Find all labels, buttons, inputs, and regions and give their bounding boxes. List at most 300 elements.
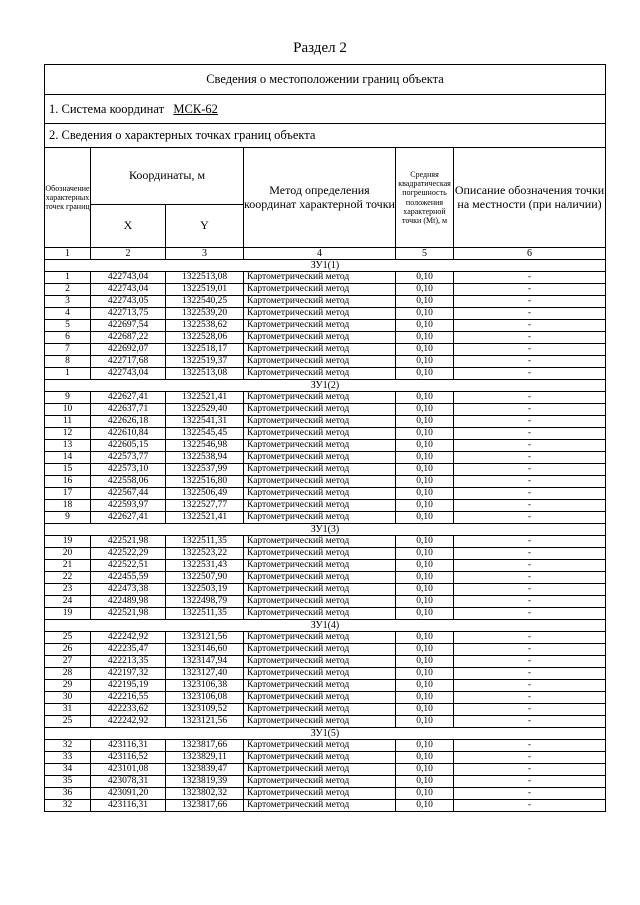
description-cell: - (454, 464, 606, 476)
coord-x-cell: 422593,97 (91, 500, 166, 512)
coord-y-cell: 1322527,77 (166, 500, 244, 512)
coord-x-cell: 422213,35 (91, 656, 166, 668)
table-row (45, 740, 606, 752)
method-cell: Картометрический метод (244, 560, 396, 572)
accuracy-cell: 0,10 (396, 428, 454, 440)
coord-y-cell: 1322507,90 (166, 572, 244, 584)
coord-y-cell: 1322511,35 (166, 608, 244, 620)
method-cell: Картометрический метод (244, 536, 396, 548)
point-number-cell: 4 (45, 308, 91, 320)
group-name: ЗУ1(2) (45, 380, 606, 392)
point-number-cell: 6 (45, 332, 91, 344)
coord-x-cell: 422743,04 (91, 272, 166, 284)
coord-y-cell: 1322518,17 (166, 344, 244, 356)
description-cell: - (454, 644, 606, 656)
description-cell: - (454, 752, 606, 764)
point-number-cell: 14 (45, 452, 91, 464)
method-cell: Картометрический метод (244, 416, 396, 428)
accuracy-cell: 0,10 (396, 488, 454, 500)
table-row (45, 296, 606, 308)
accuracy-cell: 0,10 (396, 764, 454, 776)
description-cell: - (454, 332, 606, 344)
coord-x-cell: 422242,92 (91, 632, 166, 644)
description-cell: - (454, 740, 606, 752)
coord-x-cell: 422558,06 (91, 476, 166, 488)
coord-y-cell: 1322538,94 (166, 452, 244, 464)
coord-x-cell: 423101,08 (91, 764, 166, 776)
coord-y-cell: 1323121,56 (166, 632, 244, 644)
method-cell: Картометрический метод (244, 704, 396, 716)
table-title: Сведения о местоположении границ объекта (45, 65, 606, 95)
description-cell: - (454, 800, 606, 812)
column-number: 5 (396, 248, 454, 260)
method-cell: Картометрический метод (244, 320, 396, 332)
table-row (45, 536, 606, 548)
point-number-cell: 35 (45, 776, 91, 788)
coord-x-cell: 422521,98 (91, 608, 166, 620)
accuracy-cell: 0,10 (396, 500, 454, 512)
method-cell: Картометрический метод (244, 668, 396, 680)
method-cell: Картометрический метод (244, 392, 396, 404)
method-cell: Картометрический метод (244, 572, 396, 584)
coord-x-cell: 422522,29 (91, 548, 166, 560)
method-cell: Картометрический метод (244, 428, 396, 440)
point-number-cell: 19 (45, 608, 91, 620)
column-numbers-row (45, 248, 606, 260)
coord-y-cell: 1323817,66 (166, 740, 244, 752)
accuracy-cell: 0,10 (396, 452, 454, 464)
coord-x-cell: 422567,44 (91, 488, 166, 500)
coord-y-cell: 1322523,22 (166, 548, 244, 560)
description-cell: - (454, 680, 606, 692)
point-number-cell: 25 (45, 632, 91, 644)
description-cell: - (454, 692, 606, 704)
coord-x-cell: 422697,54 (91, 320, 166, 332)
description-cell: - (454, 764, 606, 776)
accuracy-cell: 0,10 (396, 596, 454, 608)
method-cell: Картометрический метод (244, 740, 396, 752)
coord-x-cell: 422573,10 (91, 464, 166, 476)
table-row (45, 596, 606, 608)
coord-x-cell: 422692,07 (91, 344, 166, 356)
table-row (45, 776, 606, 788)
table-row (45, 428, 606, 440)
accuracy-cell: 0,10 (396, 680, 454, 692)
description-cell: - (454, 356, 606, 368)
coord-y-cell: 1322541,31 (166, 416, 244, 428)
coord-y-cell: 1323147,94 (166, 656, 244, 668)
point-number-cell: 17 (45, 488, 91, 500)
coord-y-cell: 1323121,56 (166, 716, 244, 728)
method-cell: Картометрический метод (244, 284, 396, 296)
points-heading: 2. Сведения о характерных точках границ объекта (45, 124, 606, 148)
column-number: 3 (166, 248, 244, 260)
method-cell: Картометрический метод (244, 344, 396, 356)
accuracy-cell: 0,10 (396, 296, 454, 308)
table-row (45, 404, 606, 416)
coord-y-cell: 1322521,41 (166, 392, 244, 404)
description-cell: - (454, 536, 606, 548)
description-cell: - (454, 476, 606, 488)
description-cell: - (454, 500, 606, 512)
accuracy-cell: 0,10 (396, 704, 454, 716)
method-cell: Картометрический метод (244, 308, 396, 320)
accuracy-cell: 0,10 (396, 476, 454, 488)
point-number-cell: 32 (45, 740, 91, 752)
group-name: ЗУ1(3) (45, 524, 606, 536)
table-row (45, 332, 606, 344)
description-cell: - (454, 488, 606, 500)
coord-x-cell: 422522,51 (91, 560, 166, 572)
description-cell: - (454, 296, 606, 308)
point-number-cell: 15 (45, 464, 91, 476)
table-row (45, 668, 606, 680)
accuracy-cell: 0,10 (396, 740, 454, 752)
accuracy-cell: 0,10 (396, 332, 454, 344)
method-cell: Картометрический метод (244, 476, 396, 488)
accuracy-cell: 0,10 (396, 536, 454, 548)
coord-y-cell: 1323817,66 (166, 800, 244, 812)
description-cell: - (454, 344, 606, 356)
description-cell: - (454, 284, 606, 296)
coord-x-cell: 423116,31 (91, 800, 166, 812)
description-cell: - (454, 368, 606, 380)
header-coordinates: Координаты, м (91, 148, 244, 205)
accuracy-cell: 0,10 (396, 356, 454, 368)
table-row (45, 632, 606, 644)
method-cell: Картометрический метод (244, 716, 396, 728)
point-number-cell: 1 (45, 272, 91, 284)
description-cell: - (454, 704, 606, 716)
method-cell: Картометрический метод (244, 584, 396, 596)
description-cell: - (454, 716, 606, 728)
coord-y-cell: 1322540,25 (166, 296, 244, 308)
coordinate-system-value: МСК-62 (173, 101, 218, 116)
coord-y-cell: 1322519,37 (166, 356, 244, 368)
coordinate-system-row (45, 95, 606, 124)
point-number-cell: 7 (45, 344, 91, 356)
coord-x-cell: 422216,55 (91, 692, 166, 704)
point-number-cell: 19 (45, 536, 91, 548)
coord-x-cell: 423116,31 (91, 740, 166, 752)
table-row (45, 464, 606, 476)
coord-x-cell: 422713,75 (91, 308, 166, 320)
accuracy-cell: 0,10 (396, 440, 454, 452)
coord-y-cell: 1322528,06 (166, 332, 244, 344)
method-cell: Картометрический метод (244, 752, 396, 764)
coord-x-cell: 422743,04 (91, 284, 166, 296)
description-cell: - (454, 428, 606, 440)
method-cell: Картометрический метод (244, 452, 396, 464)
group-header-row (45, 380, 606, 392)
group-header-row (45, 260, 606, 272)
coord-x-cell: 422573,77 (91, 452, 166, 464)
accuracy-cell: 0,10 (396, 284, 454, 296)
description-cell: - (454, 584, 606, 596)
column-number: 6 (454, 248, 606, 260)
table-row (45, 800, 606, 812)
accuracy-cell: 0,10 (396, 656, 454, 668)
description-cell: - (454, 320, 606, 332)
point-number-cell: 23 (45, 584, 91, 596)
table-row (45, 512, 606, 524)
coord-y-cell: 1322546,98 (166, 440, 244, 452)
method-cell: Картометрический метод (244, 488, 396, 500)
table-row (45, 272, 606, 284)
accuracy-cell: 0,10 (396, 716, 454, 728)
group-name: ЗУ1(4) (45, 620, 606, 632)
table-row (45, 368, 606, 380)
method-cell: Картометрический метод (244, 608, 396, 620)
point-number-cell: 21 (45, 560, 91, 572)
description-cell: - (454, 404, 606, 416)
table-row (45, 356, 606, 368)
method-cell: Картометрический метод (244, 296, 396, 308)
point-number-cell: 26 (45, 644, 91, 656)
table-row (45, 452, 606, 464)
accuracy-cell: 0,10 (396, 548, 454, 560)
coord-x-cell: 422743,04 (91, 368, 166, 380)
coord-y-cell: 1322503,19 (166, 584, 244, 596)
group-name: ЗУ1(5) (45, 728, 606, 740)
description-cell: - (454, 272, 606, 284)
coord-x-cell: 422521,98 (91, 536, 166, 548)
table-row (45, 308, 606, 320)
method-cell: Картометрический метод (244, 632, 396, 644)
method-cell: Картометрический метод (244, 776, 396, 788)
point-number-cell: 10 (45, 404, 91, 416)
coord-x-cell: 422489,98 (91, 596, 166, 608)
coord-x-cell: 422233,62 (91, 704, 166, 716)
coord-y-cell: 1322498,79 (166, 596, 244, 608)
coord-x-cell: 422242,92 (91, 716, 166, 728)
method-cell: Картометрический метод (244, 596, 396, 608)
accuracy-cell: 0,10 (396, 788, 454, 800)
point-number-cell: 33 (45, 752, 91, 764)
coord-y-cell: 1322506,49 (166, 488, 244, 500)
accuracy-cell: 0,10 (396, 560, 454, 572)
accuracy-cell: 0,10 (396, 512, 454, 524)
coord-y-cell: 1322513,08 (166, 272, 244, 284)
method-cell: Картометрический метод (244, 368, 396, 380)
table-row (45, 704, 606, 716)
table-row (45, 560, 606, 572)
point-number-cell: 11 (45, 416, 91, 428)
table-row (45, 416, 606, 428)
description-cell: - (454, 512, 606, 524)
coord-y-cell: 1322537,99 (166, 464, 244, 476)
coord-y-cell: 1323802,32 (166, 788, 244, 800)
method-cell: Картометрический метод (244, 500, 396, 512)
point-number-cell: 16 (45, 476, 91, 488)
point-number-cell: 25 (45, 716, 91, 728)
coord-x-cell: 422717,68 (91, 356, 166, 368)
coord-x-cell: 422687,22 (91, 332, 166, 344)
accuracy-cell: 0,10 (396, 404, 454, 416)
description-cell: - (454, 668, 606, 680)
accuracy-cell: 0,10 (396, 392, 454, 404)
coord-x-cell: 422605,15 (91, 440, 166, 452)
accuracy-cell: 0,10 (396, 692, 454, 704)
description-cell: - (454, 416, 606, 428)
accuracy-cell: 0,10 (396, 344, 454, 356)
header-x: X (91, 205, 166, 248)
accuracy-cell: 0,10 (396, 572, 454, 584)
accuracy-cell: 0,10 (396, 644, 454, 656)
accuracy-cell: 0,10 (396, 416, 454, 428)
accuracy-cell: 0,10 (396, 776, 454, 788)
coord-x-cell: 422610,84 (91, 428, 166, 440)
method-cell: Картометрический метод (244, 272, 396, 284)
coord-x-cell: 422455,59 (91, 572, 166, 584)
point-number-cell: 29 (45, 680, 91, 692)
description-cell: - (454, 548, 606, 560)
point-number-cell: 18 (45, 500, 91, 512)
table-row (45, 320, 606, 332)
point-number-cell: 1 (45, 368, 91, 380)
method-cell: Картометрический метод (244, 680, 396, 692)
boundaries-table (44, 64, 606, 812)
method-cell: Картометрический метод (244, 800, 396, 812)
table-row (45, 656, 606, 668)
table-row (45, 572, 606, 584)
accuracy-cell: 0,10 (396, 272, 454, 284)
coord-y-cell: 1322531,43 (166, 560, 244, 572)
method-cell: Картометрический метод (244, 356, 396, 368)
point-number-cell: 9 (45, 392, 91, 404)
coord-x-cell: 422473,38 (91, 584, 166, 596)
point-number-cell: 28 (45, 668, 91, 680)
coord-x-cell: 422235,47 (91, 644, 166, 656)
point-number-cell: 8 (45, 356, 91, 368)
method-cell: Картометрический метод (244, 548, 396, 560)
coord-y-cell: 1322516,80 (166, 476, 244, 488)
table-row (45, 764, 606, 776)
method-cell: Картометрический метод (244, 332, 396, 344)
description-cell: - (454, 596, 606, 608)
description-cell: - (454, 788, 606, 800)
method-cell: Картометрический метод (244, 404, 396, 416)
coord-x-cell: 423078,31 (91, 776, 166, 788)
point-number-cell: 34 (45, 764, 91, 776)
coordinate-system-label: 1. Система координат (49, 101, 165, 116)
accuracy-cell: 0,10 (396, 752, 454, 764)
accuracy-cell: 0,10 (396, 368, 454, 380)
coord-x-cell: 422637,71 (91, 404, 166, 416)
description-cell: - (454, 656, 606, 668)
coord-y-cell: 1323109,52 (166, 704, 244, 716)
point-number-cell: 30 (45, 692, 91, 704)
accuracy-cell: 0,10 (396, 608, 454, 620)
coord-x-cell: 423116,52 (91, 752, 166, 764)
coord-x-cell: 422195,19 (91, 680, 166, 692)
point-number-cell: 22 (45, 572, 91, 584)
coord-x-cell: 423091,20 (91, 788, 166, 800)
coord-x-cell: 422743,05 (91, 296, 166, 308)
accuracy-cell: 0,10 (396, 668, 454, 680)
accuracy-cell: 0,10 (396, 584, 454, 596)
header-point-designation: Обозначение характерных точек границ (45, 148, 91, 248)
column-number: 1 (45, 248, 91, 260)
group-header-row (45, 620, 606, 632)
header-method: Метод определения координат характерной точки (244, 148, 396, 248)
group-header-row (45, 728, 606, 740)
table-row (45, 476, 606, 488)
coord-y-cell: 1323106,08 (166, 692, 244, 704)
coord-y-cell: 1322511,35 (166, 536, 244, 548)
point-number-cell: 2 (45, 284, 91, 296)
coord-y-cell: 1323146,60 (166, 644, 244, 656)
coord-y-cell: 1323819,39 (166, 776, 244, 788)
accuracy-cell: 0,10 (396, 308, 454, 320)
point-number-cell: 24 (45, 596, 91, 608)
coord-x-cell: 422627,41 (91, 392, 166, 404)
method-cell: Картометрический метод (244, 440, 396, 452)
table-row (45, 680, 606, 692)
point-number-cell: 27 (45, 656, 91, 668)
group-name: ЗУ1(1) (45, 260, 606, 272)
table-row (45, 392, 606, 404)
coord-y-cell: 1322519,01 (166, 284, 244, 296)
table-row (45, 644, 606, 656)
point-number-cell: 13 (45, 440, 91, 452)
accuracy-cell: 0,10 (396, 800, 454, 812)
point-number-cell: 20 (45, 548, 91, 560)
description-cell: - (454, 560, 606, 572)
coord-x-cell: 422627,41 (91, 512, 166, 524)
point-number-cell: 36 (45, 788, 91, 800)
coord-y-cell: 1322513,08 (166, 368, 244, 380)
coord-y-cell: 1322521,41 (166, 512, 244, 524)
point-number-cell: 5 (45, 320, 91, 332)
coord-y-cell: 1322538,62 (166, 320, 244, 332)
accuracy-cell: 0,10 (396, 320, 454, 332)
table-row (45, 752, 606, 764)
description-cell: - (454, 452, 606, 464)
table-row (45, 440, 606, 452)
column-number: 4 (244, 248, 396, 260)
table-row (45, 488, 606, 500)
table-row (45, 716, 606, 728)
coord-y-cell: 1322529,40 (166, 404, 244, 416)
method-cell: Картометрический метод (244, 656, 396, 668)
method-cell: Картометрический метод (244, 464, 396, 476)
accuracy-cell: 0,10 (396, 464, 454, 476)
header-accuracy: Средняя квадратическая погрешность положения характерной точки (Mt), м (396, 148, 454, 248)
section-title: Раздел 2 (293, 40, 347, 56)
table-row (45, 344, 606, 356)
table-row (45, 608, 606, 620)
method-cell: Картометрический метод (244, 764, 396, 776)
description-cell: - (454, 392, 606, 404)
point-number-cell: 12 (45, 428, 91, 440)
coord-y-cell: 1322545,45 (166, 428, 244, 440)
description-cell: - (454, 440, 606, 452)
coord-x-cell: 422197,32 (91, 668, 166, 680)
header-y: Y (166, 205, 244, 248)
point-number-cell: 31 (45, 704, 91, 716)
description-cell: - (454, 572, 606, 584)
method-cell: Картометрический метод (244, 692, 396, 704)
table-row (45, 788, 606, 800)
table-row (45, 584, 606, 596)
method-cell: Картометрический метод (244, 788, 396, 800)
accuracy-cell: 0,10 (396, 632, 454, 644)
header-description: Описание обозначения точки на местности (при наличии) (454, 148, 606, 248)
point-number-cell: 9 (45, 512, 91, 524)
column-number: 2 (91, 248, 166, 260)
description-cell: - (454, 308, 606, 320)
